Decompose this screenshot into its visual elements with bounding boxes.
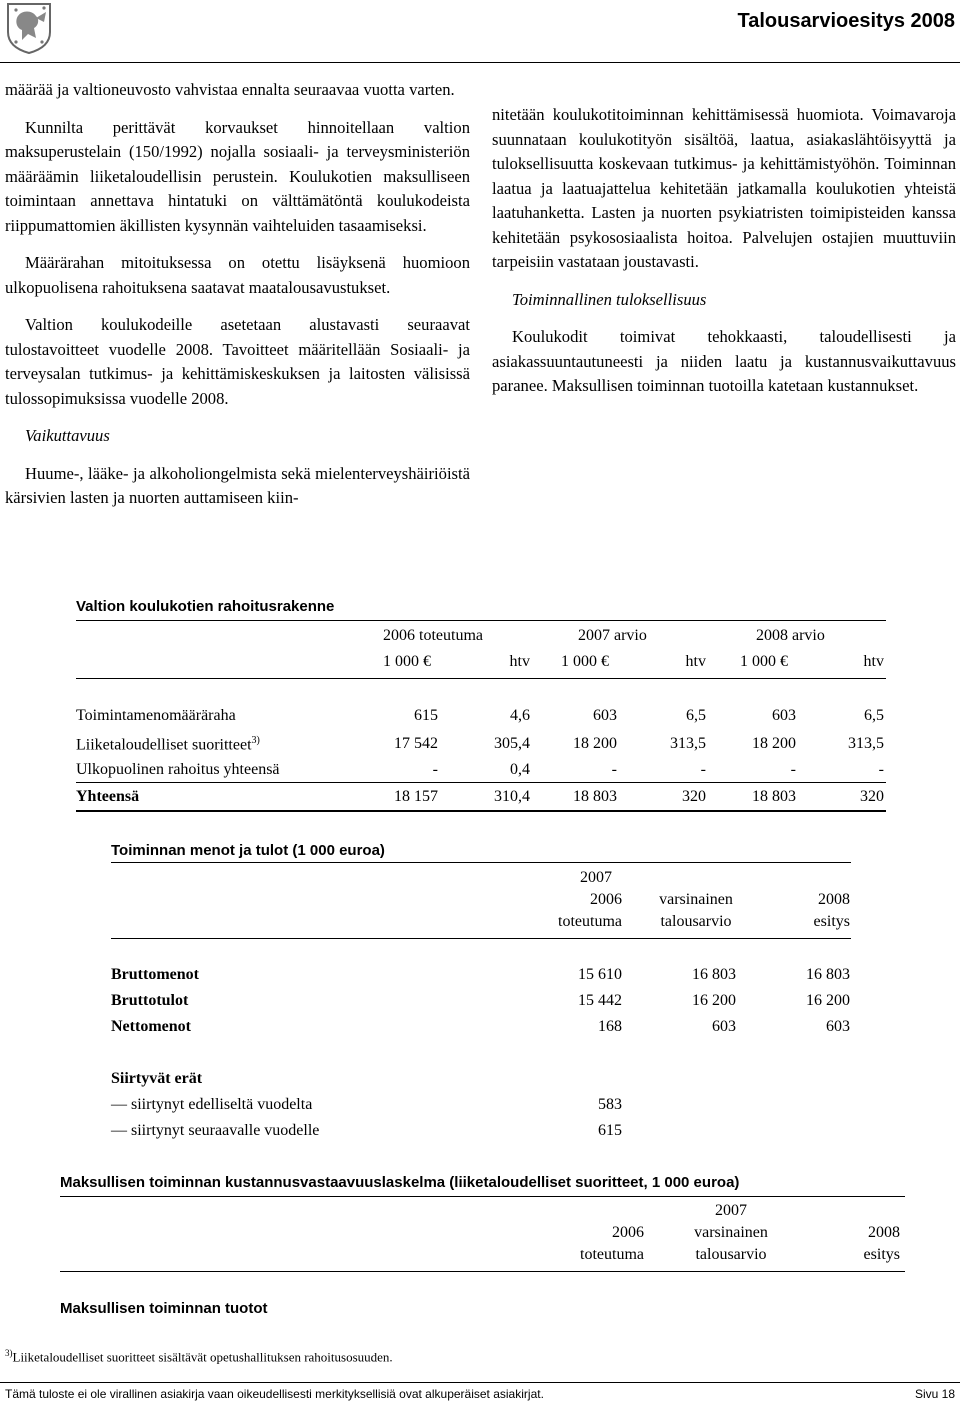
- left-text-column: [5, 78, 470, 524]
- table-cell: 18 200: [752, 735, 796, 752]
- table-title: Maksullisen toiminnan kustannusvastaavuuslaskelma (liiketaloudelliset suoritteet, 1 000 euroa): [60, 1174, 740, 1191]
- table-cell: 16 200: [692, 992, 736, 1009]
- table-top-rule: [76, 620, 886, 621]
- table-cell: 16 200: [806, 992, 850, 1009]
- paragraph: määrää ja valtioneuvosto vahvistaa ennalta seuraavaa vuotta varten.: [5, 80, 455, 99]
- header-rule: [111, 938, 851, 939]
- paragraph: Koulukodit toimivat tehokkaasti, taloudellisesti ja asiakassuuntautuneesti ja niiden laatu ja kustannusvaikuttavuus paranee. Maksullisen toiminnan tuotoilla katetaan kustannukset.: [492, 327, 956, 395]
- table-cell: 15 610: [578, 966, 622, 983]
- page-number: Sivu 18: [914, 1387, 955, 1401]
- total-cell: 18 803: [752, 788, 796, 805]
- footnote: [5, 1348, 393, 1365]
- table-cell: -: [700, 761, 706, 778]
- total-rule: [76, 782, 886, 783]
- row-label: Toimintamenomääräraha: [76, 707, 236, 724]
- column-header: talousarvio: [695, 1246, 767, 1263]
- table-top-rule: [111, 862, 851, 863]
- table-cell: 603: [772, 707, 796, 724]
- column-group-header: 2006 toteutuma: [383, 627, 483, 644]
- paragraph: Kunnilta perittävät korvaukset hinnoitellaan valtion maksuperustelain (150/1992) nojalla sosiaali- ja terveysministeriön määräämin liiketaloudellisin perustein. Koulukotien maksulliseen toimintaan annettava hintatuki on välttämätöntä koulukodeista riippumattomien äkillisten kysynnän vaihteluiden tasaamiseksi.: [5, 117, 470, 235]
- column-header: htv: [863, 653, 884, 670]
- row-label: Ulkopuolinen rahoitus yhteensä: [76, 761, 280, 778]
- table-title: Toiminnan menot ja tulot (1 000 euroa): [111, 842, 385, 859]
- document-header-title: Talousarvioesitys 2008: [737, 10, 955, 32]
- total-cell: 320: [682, 788, 706, 805]
- paragraph: Määrärahan mitoituksessa on otettu lisäyksenä huomioon ulkopuolisena rahoituksena saatavat maatalousavustukset.: [5, 253, 470, 297]
- column-header: 2006: [612, 1224, 644, 1241]
- row-label: — siirtynyt edelliseltä vuodelta: [111, 1096, 313, 1113]
- paragraph: nitetään koulukotitoiminnan kehittämisessä huomiota. Voimavaroja suunnataan koulukotityön sisältöä, laatua, asiakaslähtöisyyttä ja tuloksellisuutta koskevaan tutkimus- ja kehittämistyöhön. Toiminnan laatua ja laatuajattelua kehitetään jatkamalla koulukotien yhteistä laatuhanketta. Lasten ja nuorten psykiatristen toimipisteiden kanssa kehitetään psykososiaalista hoitoa. Palvelujen ostajien muuttuviin tarpeisiin vastataan joustavasti.: [492, 105, 956, 271]
- row-label: Nettomenot: [111, 1018, 191, 1035]
- footer-disclaimer: Tämä tuloste ei ole virallinen asiakirja vaan oikeudellisesti merkityksellisiä ovat alkuperäiset asiakirjat.: [5, 1387, 544, 1401]
- table-cell: 603: [712, 1018, 736, 1035]
- header-rule: [76, 678, 886, 679]
- table-cell: 17 542: [394, 735, 438, 752]
- column-header: 2006: [590, 891, 622, 908]
- coat-of-arms-logo: [6, 2, 52, 54]
- table-cell: 16 803: [692, 966, 736, 983]
- section-heading: Vaikuttavuus: [25, 426, 110, 445]
- table-cell: 0,4: [510, 761, 530, 778]
- table-cell: 305,4: [494, 735, 530, 752]
- column-header: htv: [509, 653, 530, 670]
- column-header: 2008: [868, 1224, 900, 1241]
- section-heading: Toiminnallinen tuloksellisuus: [512, 289, 707, 309]
- footer-divider: [0, 1382, 960, 1383]
- table-cell: 603: [826, 1018, 850, 1035]
- header-divider: [0, 62, 960, 63]
- row-label: Bruttomenot: [111, 966, 199, 983]
- table-cell: -: [432, 761, 438, 778]
- table-cell: 603: [593, 707, 617, 724]
- table-title: Valtion koulukotien rahoitusrakenne: [76, 598, 335, 615]
- column-header: esitys: [813, 913, 850, 930]
- table-cell: 16 803: [806, 966, 850, 983]
- row-label: Maksullisen toiminnan tuotot: [60, 1300, 268, 1317]
- table-cell: 4,6: [510, 707, 530, 724]
- row-label: — siirtynyt seuraavalle vuodelle: [111, 1122, 320, 1139]
- right-text-column: [492, 103, 956, 412]
- column-header: talousarvio: [660, 913, 732, 930]
- table-cell: 18 200: [573, 735, 617, 752]
- table-cell: -: [878, 761, 884, 778]
- total-cell: 18 803: [573, 788, 617, 805]
- table-cell: 313,5: [670, 735, 706, 752]
- column-header: toteutuma: [558, 913, 622, 930]
- total-cell: 18 157: [394, 788, 438, 805]
- column-header: 2008: [818, 891, 850, 908]
- paragraph: Valtion koulukodeille asetetaan alustavasti seuraavat tulostavoitteet vuodelle 2008. Tavoitteet määritellään Sosiaali- ja terveysalan tutkimus- ja kehittämiskeskuksen ja laitosten välisissä tulossopimuksissa vuodelle 2008.: [5, 315, 470, 408]
- table-cell: 6,5: [686, 707, 706, 724]
- column-header: 1 000 €: [561, 653, 609, 670]
- table-cell: 615: [414, 707, 438, 724]
- table-bottom-rule: [76, 810, 886, 812]
- table-top-rule: [60, 1196, 905, 1197]
- section-label: Siirtyvät erät: [111, 1070, 203, 1087]
- table-cell: 168: [598, 1018, 622, 1035]
- table-cell: 15 442: [578, 992, 622, 1009]
- column-header: 2007: [715, 1202, 747, 1219]
- table-cell: -: [790, 761, 796, 778]
- column-group-header: 2007 arvio: [578, 627, 647, 644]
- total-label: Yhteensä: [76, 788, 140, 805]
- total-cell: 310,4: [494, 788, 530, 805]
- table-cell: 313,5: [848, 735, 884, 752]
- column-header: esitys: [863, 1246, 900, 1263]
- table-cell: 6,5: [864, 707, 884, 724]
- table-cell: 615: [598, 1122, 622, 1139]
- footnote-marker: 3): [251, 735, 260, 746]
- column-header: 1 000 €: [383, 653, 431, 670]
- column-header: htv: [685, 653, 706, 670]
- footnote-marker: 3): [5, 1348, 13, 1358]
- column-header: 2007: [580, 869, 612, 886]
- column-header: 1 000 €: [740, 653, 788, 670]
- column-header: toteutuma: [580, 1246, 644, 1263]
- column-header: varsinainen: [659, 891, 733, 908]
- row-label: Bruttotulot: [111, 992, 189, 1009]
- paragraph: Huume-, lääke- ja alkoholiongelmista sekä mielenterveyshäiriöistä kärsivien lasten ja nuorten auttamiseen kiin-: [5, 463, 470, 507]
- header-rule: [60, 1271, 905, 1272]
- total-cell: 320: [860, 788, 884, 805]
- column-header: varsinainen: [694, 1224, 768, 1241]
- table-cell: 583: [598, 1096, 622, 1113]
- column-group-header: 2008 arvio: [756, 627, 825, 644]
- row-label: Liiketaloudelliset suoritteet$^{3)}$: [76, 735, 260, 754]
- table-cell: -: [611, 761, 617, 778]
- footnote-text: Liiketaloudelliset suoritteet sisältävät opetushallituksen rahoitusosuuden.: [12, 1349, 393, 1365]
